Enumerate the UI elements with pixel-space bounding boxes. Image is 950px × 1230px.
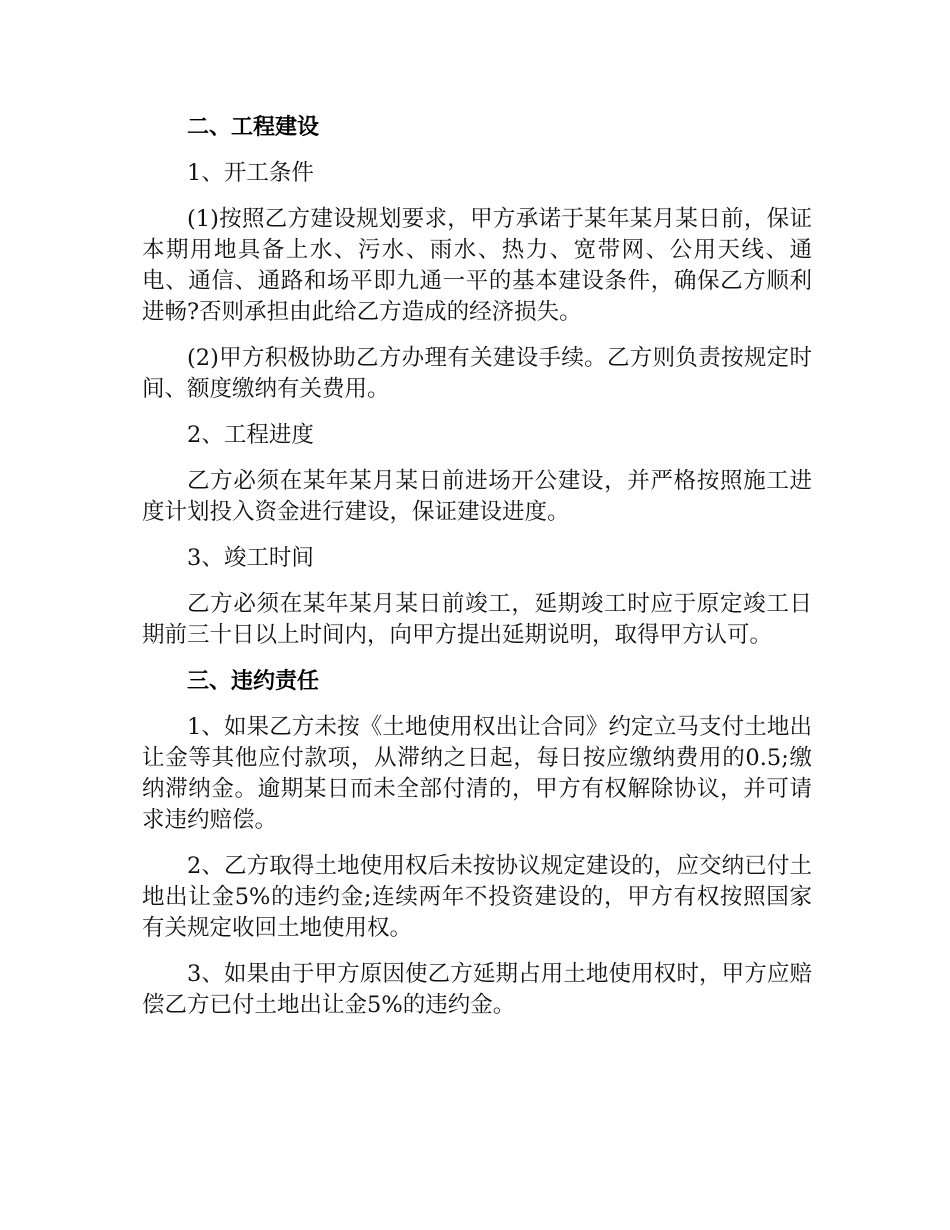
paragraph-completion: 乙方必须在某年某月某日前竣工，延期竣工时应于原定竣工日期前三十日以上时间内，向甲方提出延期说明，取得甲方认可。 bbox=[142, 591, 812, 648]
paragraph-start-condition-1: (1)按照乙方建设规划要求，甲方承诺于某年某月某日前，保证本期用地具备上水、污水、雨水、热力、宽带网、公用天线、通电、通信、通路和场平即九通一平的基本建设条件，确保乙方顺利进畅?否则承担由此给乙方造成的经济损失。 bbox=[142, 206, 812, 325]
paragraph-progress: 乙方必须在某年某月某日前进场开公建设，并严格按照施工进度计划投入资金进行建设，保证建设进度。 bbox=[142, 468, 812, 525]
paragraph-start-condition-2: (2)甲方积极协助乙方办理有关建设手续。乙方则负责按规定时间、额度缴纳有关费用。 bbox=[142, 345, 812, 402]
section-heading-construction: 二、工程建设 bbox=[187, 115, 320, 140]
paragraph-liability-2: 2、乙方取得土地使用权后未按协议规定建设的，应交纳已付土地出让金5%的违约金;连续两年不投资建设的，甲方有权按照国家有关规定收回土地使用权。 bbox=[142, 853, 812, 941]
paragraph-liability-3: 3、如果由于甲方原因使乙方延期占用土地使用权时，甲方应赔偿乙方已付土地出让金5%的违约金。 bbox=[142, 961, 812, 1018]
subheading-completion: 3、竣工时间 bbox=[187, 545, 314, 571]
subheading-start-conditions: 1、开工条件 bbox=[187, 160, 314, 186]
section-heading-liability: 三、违约责任 bbox=[187, 669, 320, 694]
document-body bbox=[142, 112, 812, 1036]
subheading-progress: 2、工程进度 bbox=[187, 422, 314, 448]
paragraph-liability-1: 1、如果乙方未按《土地使用权出让合同》约定立马支付土地出让金等其他应付款项，从滞纳之日起，每日按应缴纳费用的0.5;缴纳滞纳金。逾期某日而未全部付清的，甲方有权解除协议，并可请求违约赔偿。 bbox=[142, 714, 812, 833]
